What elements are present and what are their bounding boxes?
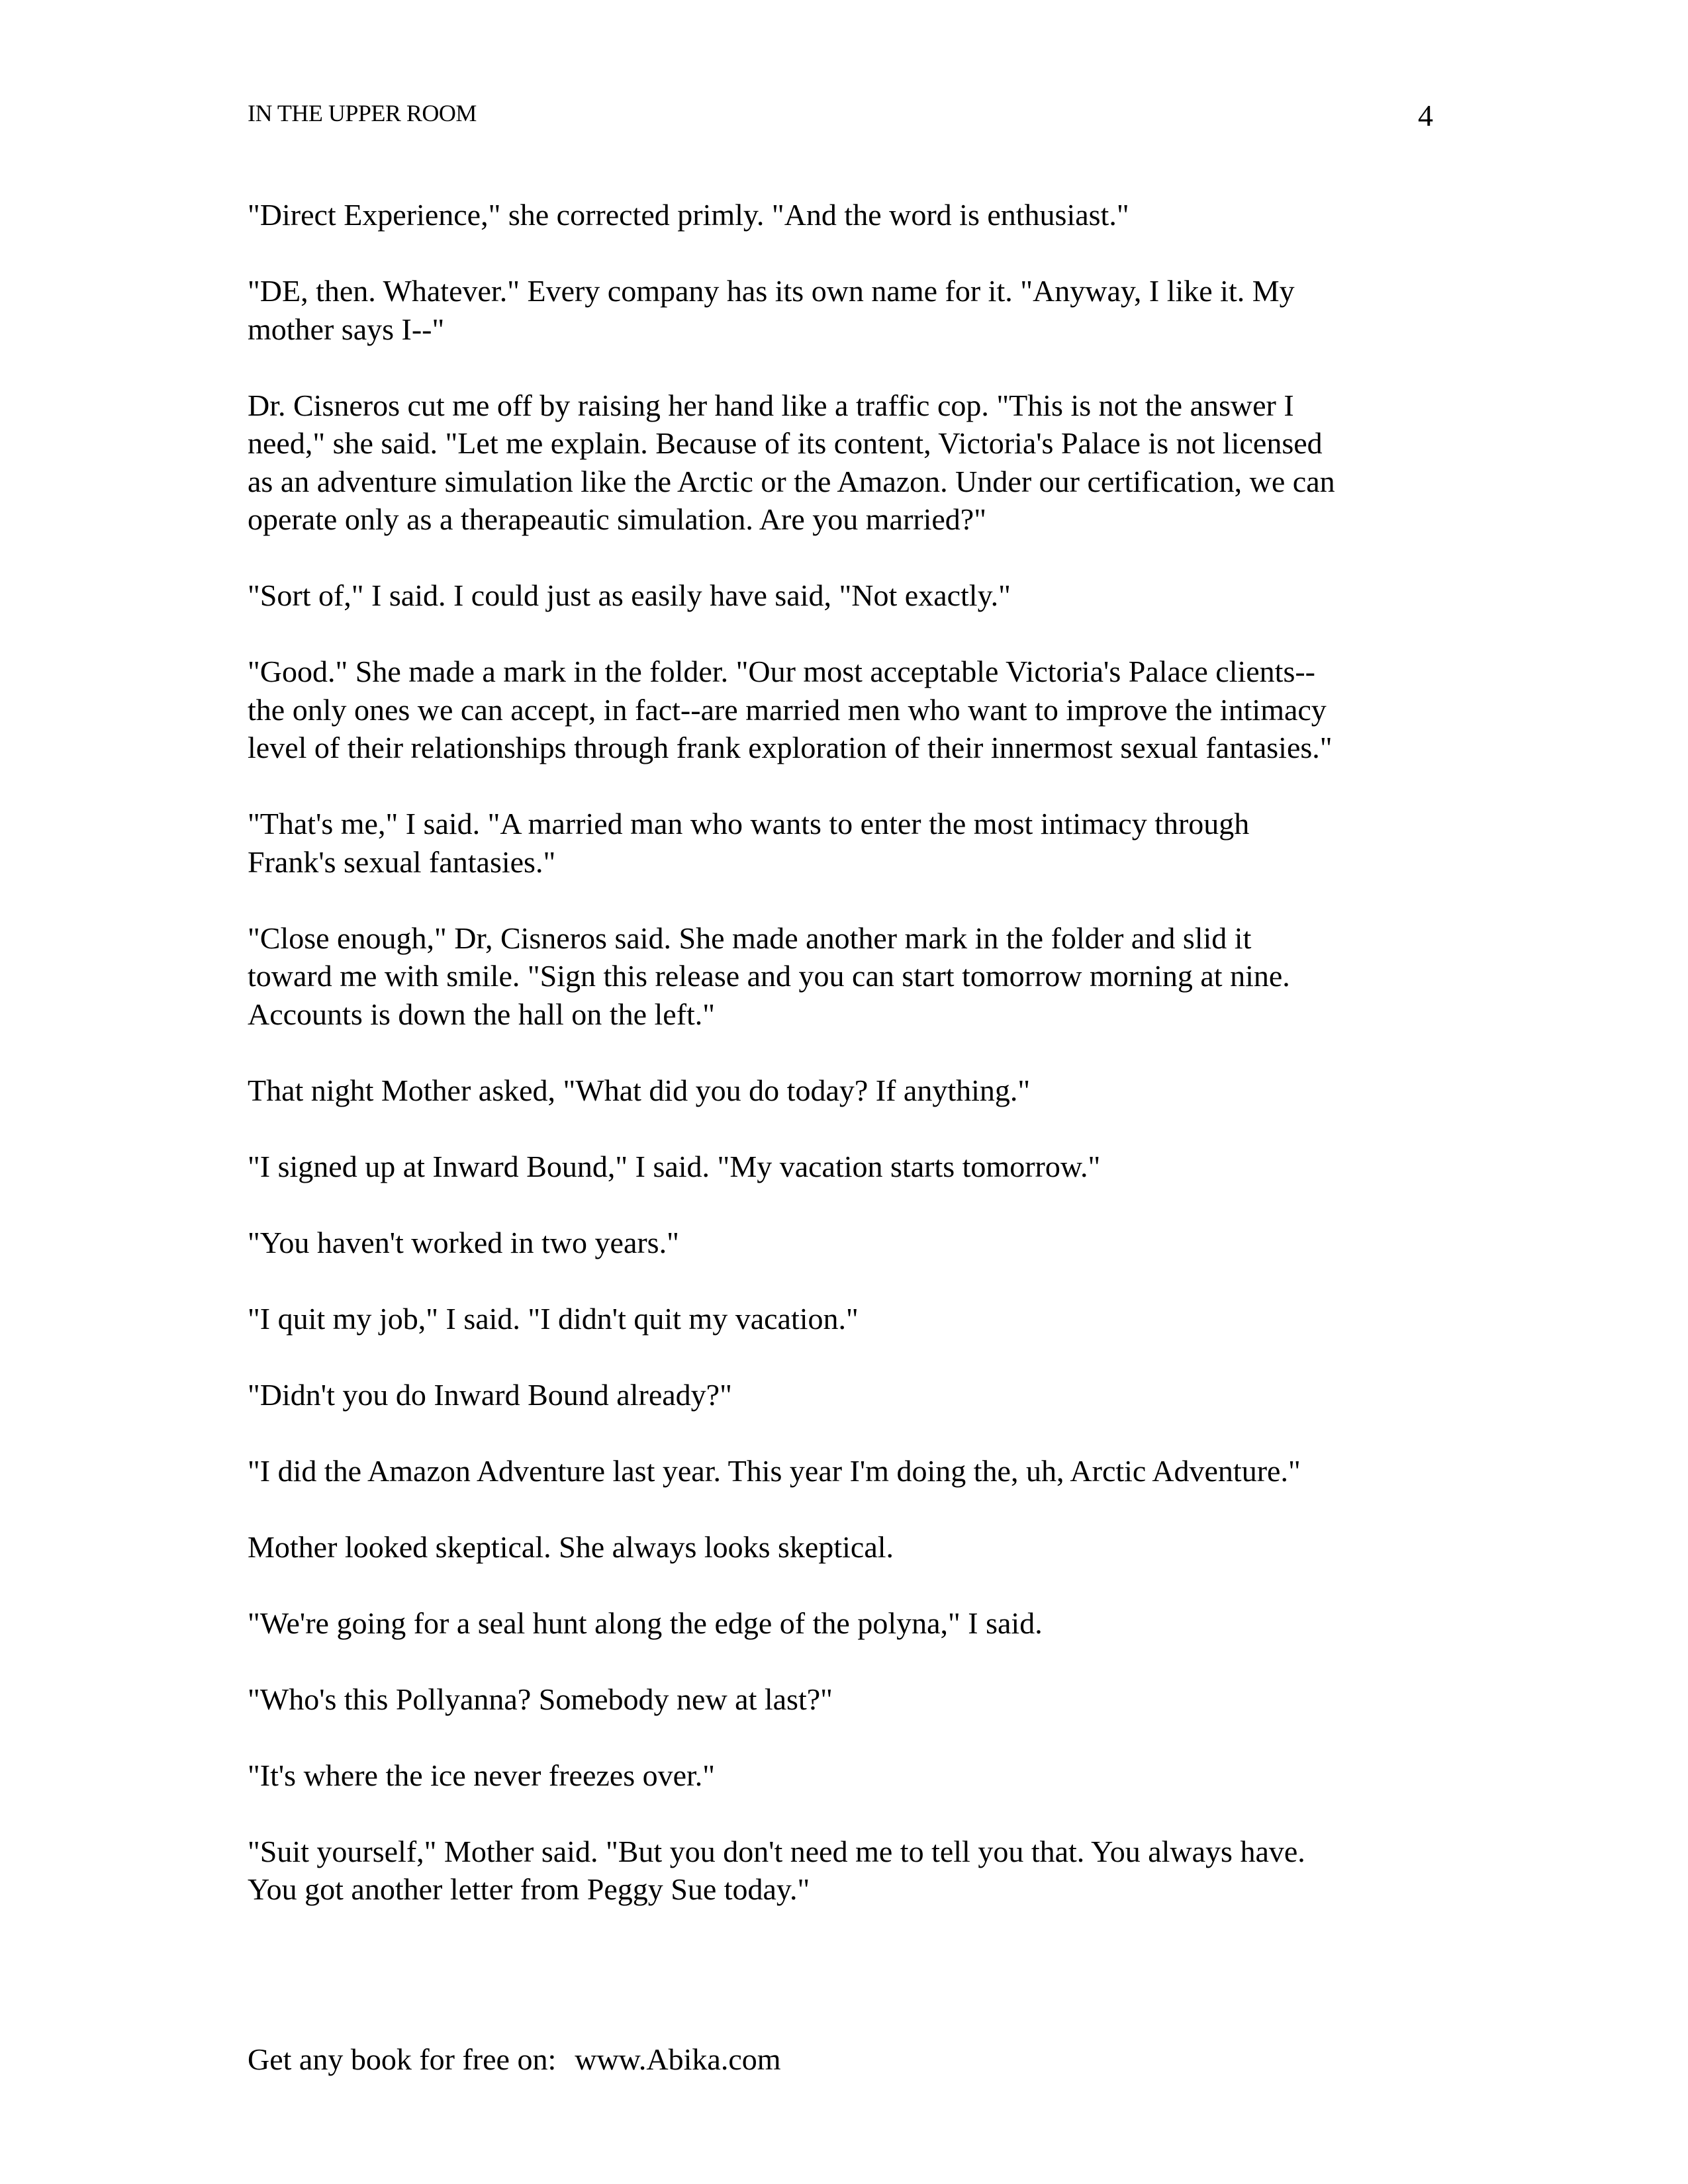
paragraph: "Good." She made a mark in the folder. "Our most acceptable Victoria's Palace clients-- the only ones we can accept, in fact--are married men who want to improve the intimacy level of their relationships through frank exploration of their innermost sexual fantasies." bbox=[248, 655, 1333, 764]
paragraph: Mother looked skeptical. She always looks skeptical. bbox=[248, 1529, 894, 1564]
paragraph: "You haven't worked in two years." bbox=[248, 1225, 679, 1259]
paragraph: "Direct Experience," she corrected primly. "And the word is enthusiast." bbox=[248, 198, 1129, 232]
paragraph: "It's where the ice never freezes over." bbox=[248, 1758, 716, 1792]
footer-label: Get any book for free on: bbox=[248, 2042, 557, 2076]
paragraph: "Who's this Pollyanna? Somebody new at last?" bbox=[248, 1682, 833, 1716]
paragraph: "I did the Amazon Adventure last year. This year I'm doing the, uh, Arctic Adventure." bbox=[248, 1453, 1301, 1488]
paragraph: "Sort of," I said. I could just as easily have said, "Not exactly." bbox=[248, 578, 1011, 612]
running-title: IN THE UPPER ROOM bbox=[248, 100, 477, 126]
page-number: 4 bbox=[1418, 99, 1433, 132]
paragraph: "DE, then. Whatever." Every company has its own name for it. "Anyway, I like it. My mother says I--" bbox=[248, 274, 1295, 346]
paragraph: "Suit yourself," Mother said. "But you don't need me to tell you that. You always have. You got another letter from Peggy Sue today." bbox=[248, 1834, 1305, 1906]
paragraph: "We're going for a seal hunt along the edge of the polyna," I said. bbox=[248, 1606, 1043, 1640]
paragraph: That night Mother asked, "What did you do today? If anything." bbox=[248, 1073, 1031, 1107]
footer-link[interactable]: www.Abika.com bbox=[575, 2042, 781, 2076]
paragraph: "I quit my job," I said. "I didn't quit my vacation." bbox=[248, 1301, 859, 1336]
footer bbox=[248, 2042, 781, 2077]
paragraph: Dr. Cisneros cut me off by raising her hand like a traffic cop. "This is not the answer I need," she said. "Let me explain. Because of its content, Victoria's Palace is not licensed as an adventure simulation like the Arctic or the Amazon. Under our certification, we can operate only as a therapeautic simulation. Are you married?" bbox=[248, 388, 1335, 536]
paragraph: "That's me," I said. "A married man who wants to enter the most intimacy through Frank's sexual fantasies." bbox=[248, 807, 1250, 879]
body-text bbox=[248, 196, 1360, 1946]
paragraph: "Close enough," Dr, Cisneros said. She made another mark in the folder and slid it toward me with smile. "Sign this release and you can start tomorrow morning at nine. Accounts is down the hall on the left." bbox=[248, 921, 1290, 1031]
paragraph: "Didn't you do Inward Bound already?" bbox=[248, 1377, 732, 1412]
paragraph: "I signed up at Inward Bound," I said. "My vacation starts tomorrow." bbox=[248, 1149, 1101, 1183]
